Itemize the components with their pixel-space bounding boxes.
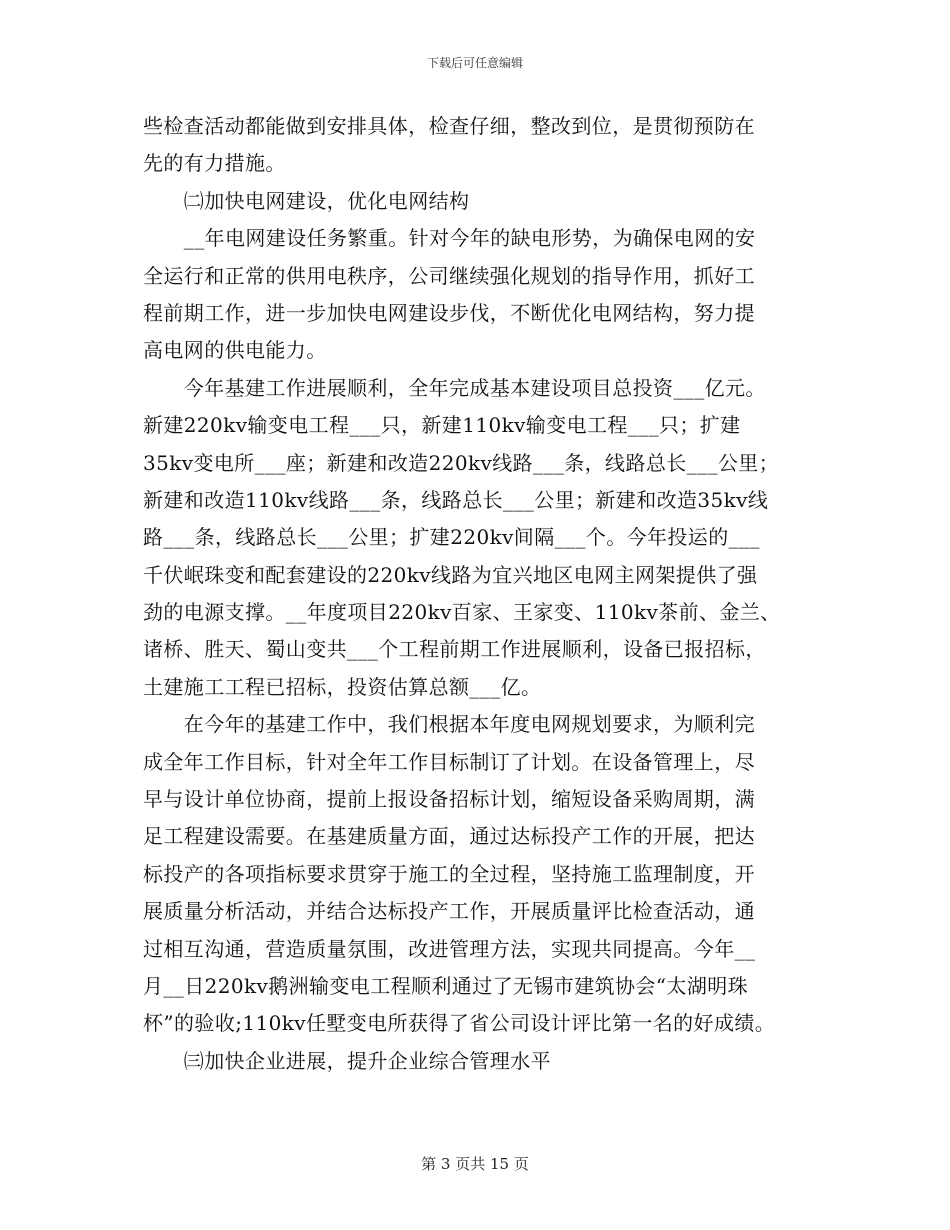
text-line: 展质量分析活动，并结合达标投产工作，开展质量评比检查活动，通 [143,899,755,924]
text-line: 35kv变电所___座；新建和改造220kv线路___条，线路总长___公里； [143,450,780,475]
text-line: 路___条，线路总长___公里；扩建220kv间隔___个。今年投运的___ [143,525,760,550]
section-heading: ㈢加快企业进展，提升企业综合管理水平 [143,1048,551,1073]
text-line: 杯”的验收;110kv任墅变电所获得了省公司设计评比第一名的好成绩。 [143,1011,776,1036]
page-header: 下载后可任意编辑 [426,56,523,70]
text-line: 标投产的各项指标要求贯穿于施工的全过程，坚持施工监理制度，开 [143,861,755,886]
text-line: 高电网的供电能力。 [143,338,327,363]
section-heading: ㈡加快电网建设，优化电网结构 [143,188,470,213]
text-line: 劲的电源支撑。__年度项目220kv百家、王家变、110kv茶前、金兰、 [143,600,781,625]
document-body [143,108,808,1080]
text-line: 程前期工作，进一步加快电网建设步伐，不断优化电网结构，努力提 [143,300,755,325]
text-line: 在今年的基建工作中，我们根据本年度电网规划要求，为顺利完 [143,712,755,737]
text-line: 千伏岷珠变和配套建设的220kv线路为宜兴地区电网主网架提供了强 [143,562,758,587]
text-line: 过相互沟通，营造质量氛围，改进管理方法，实现共同提高。今年__ [143,936,756,961]
text-line: 足工程建设需要。在基建质量方面，通过达标投产工作的开展，把达 [143,824,755,849]
text-line: 新建220kv输变电工程___只，新建110kv输变电工程___只；扩建 [143,413,741,438]
text-line: 全运行和正常的供用电秩序，公司继续强化规划的指导作用，抓好工 [143,263,755,288]
text-line: 土建施工工程已招标，投资估算总额___亿。 [143,674,542,699]
text-line: 诸桥、胜天、蜀山变共___个工程前期工作进展顺利，设备已报招标， [143,637,766,662]
text-line: 早与设计单位协商，提前上报设备招标计划，缩短设备采购周期，满 [143,787,755,812]
text-line: 成全年工作目标，针对全年工作目标制订了计划。在设备管理上，尽 [143,749,755,774]
text-line: __年电网建设任务繁重。针对今年的缺电形势，为确保电网的安 [143,226,756,251]
text-line: 些检查活动都能做到安排具体，检查仔细，整改到位，是贯彻预防在 [143,114,755,138]
text-line: 先的有力措施。 [143,151,286,176]
text-line: 月__日220kv鹅洲输变电工程顺利通过了无锡市建筑协会“太湖明珠 [143,973,749,998]
text-line: 今年基建工作进展顺利，全年完成基本建设项目总投资___亿元。 [143,375,766,400]
page-number: 第 3 页共 15 页 [421,1155,529,1173]
text-line: 新建和改造110kv线路___条，线路总长___公里；新建和改造35kv线 [143,487,769,512]
